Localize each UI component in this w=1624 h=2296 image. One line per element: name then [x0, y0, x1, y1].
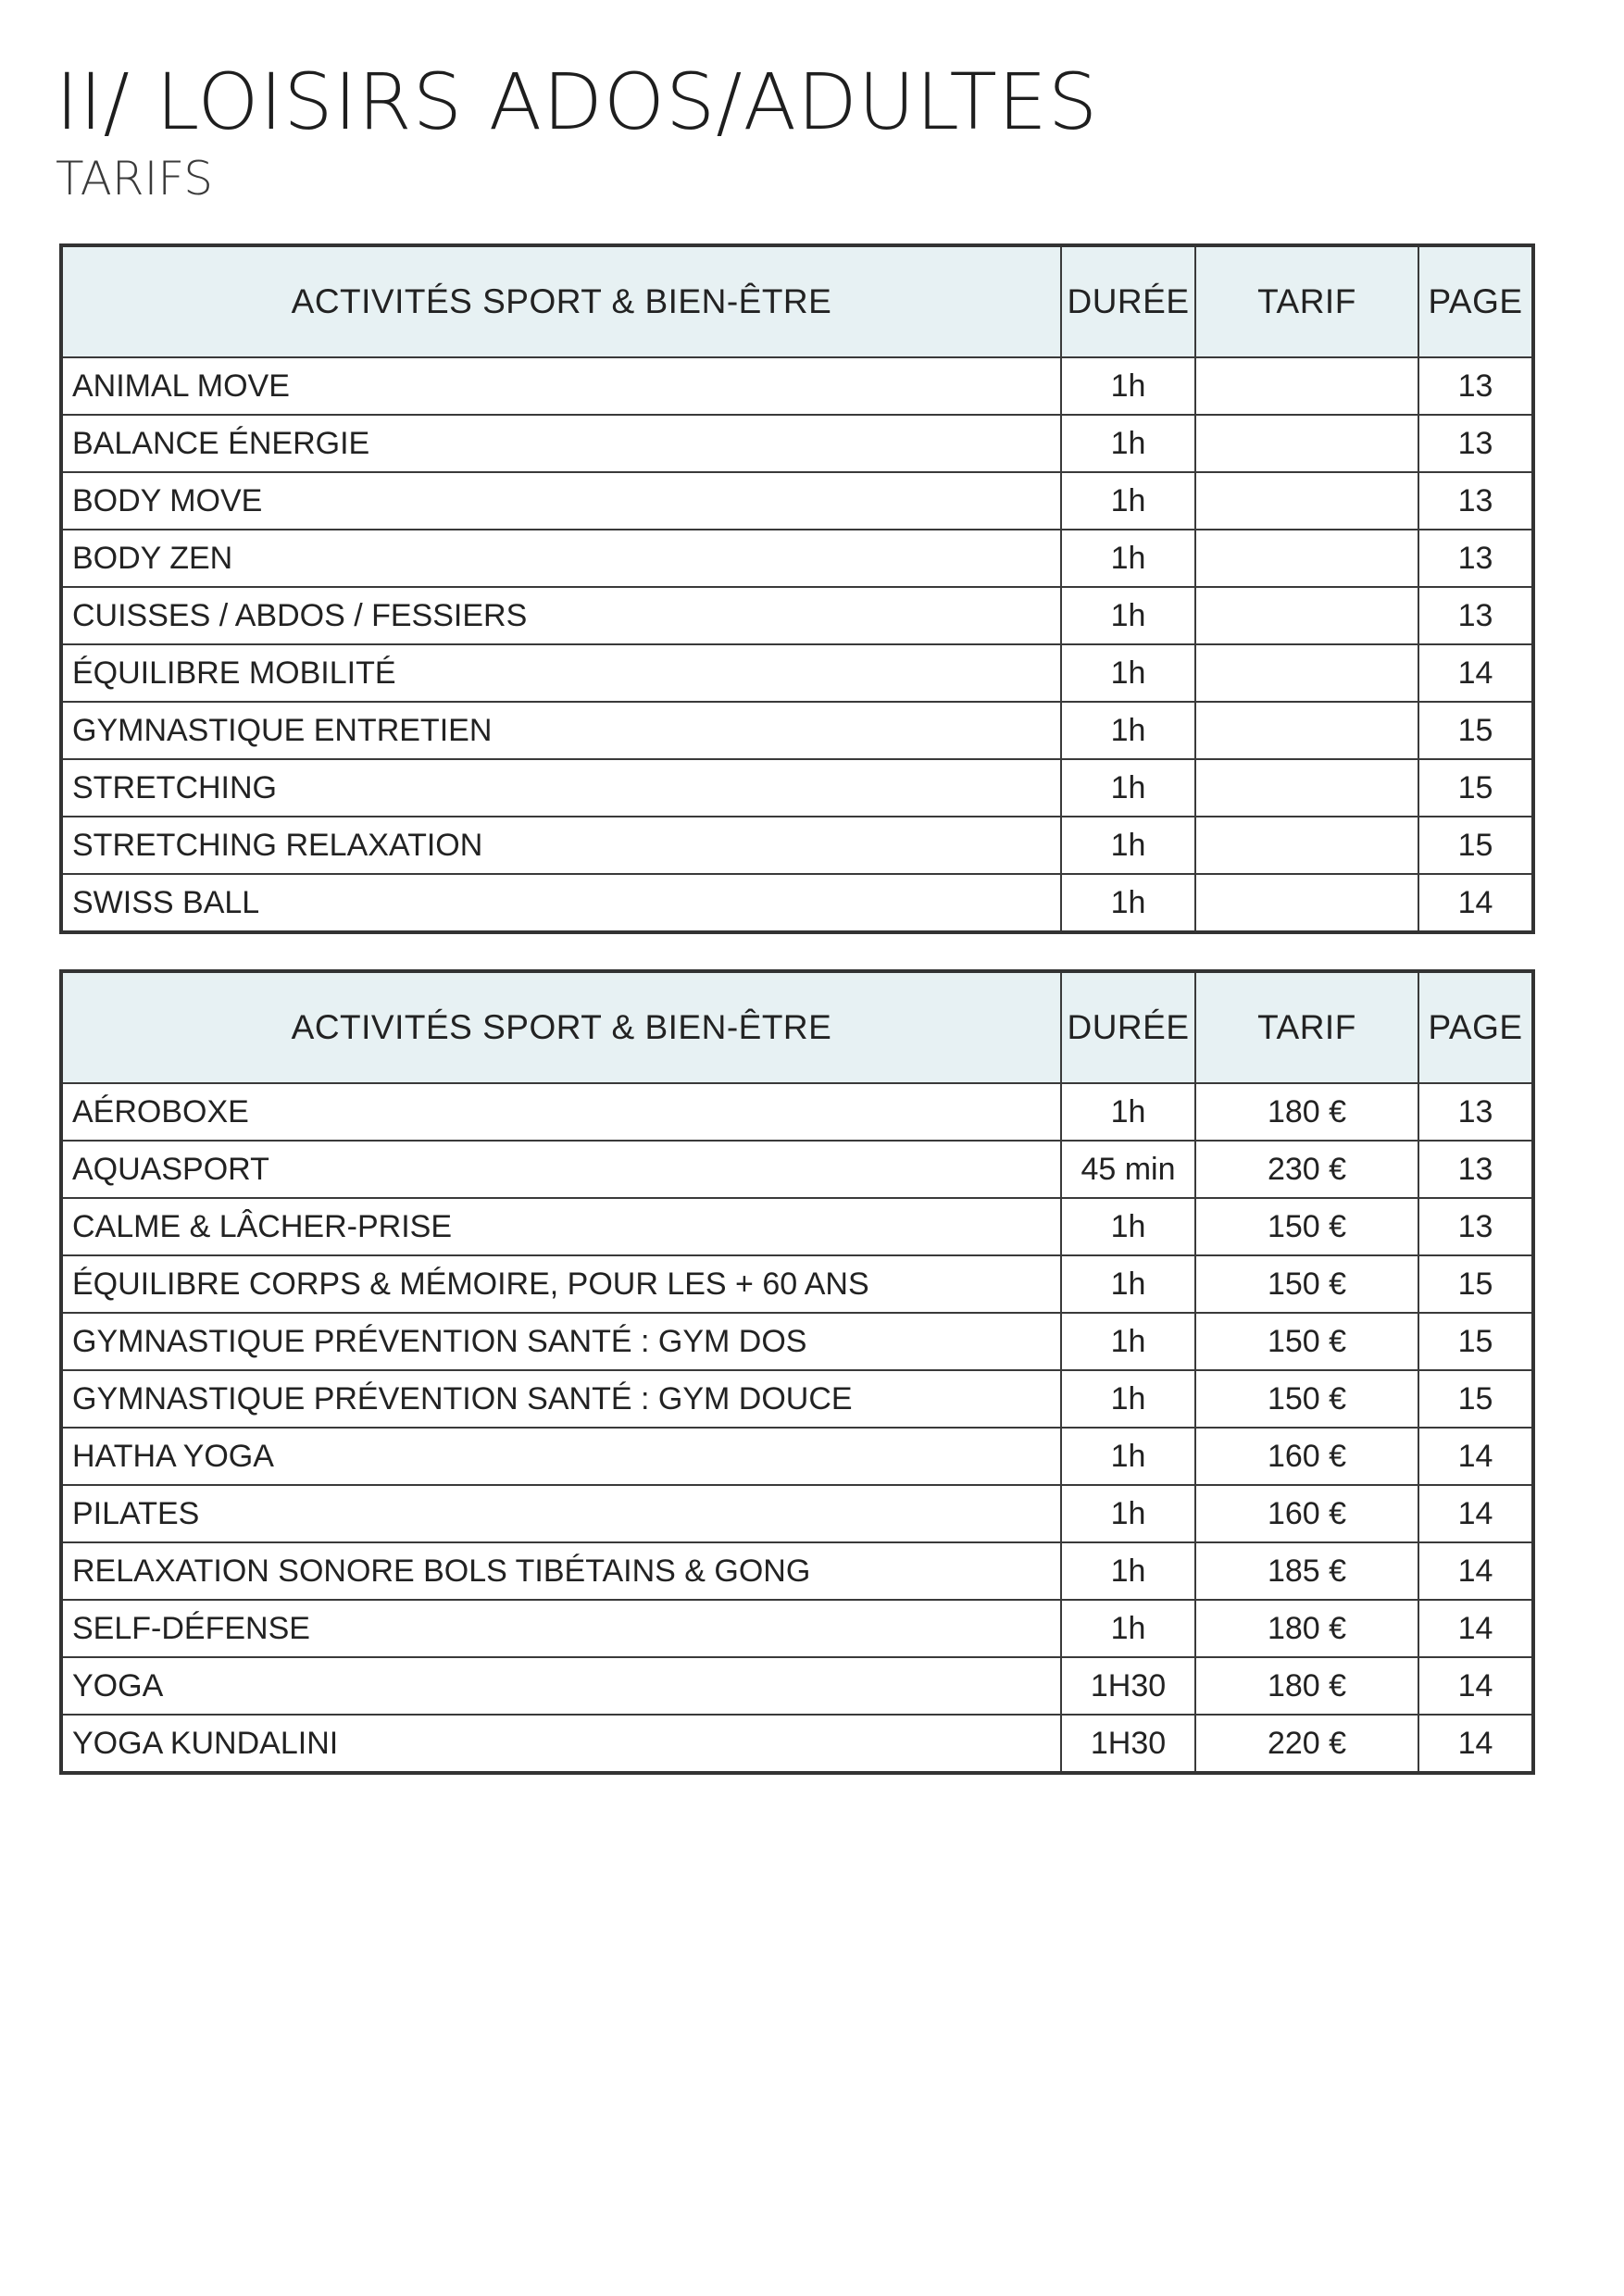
cell-tarif — [1195, 644, 1418, 702]
cell-duree: 1h — [1061, 472, 1195, 530]
cell-duree: 1h — [1061, 759, 1195, 817]
cell-duree: 1h — [1061, 817, 1195, 874]
cell-activite: BODY MOVE — [61, 472, 1061, 530]
cell-duree: 1h — [1061, 702, 1195, 759]
cell-activite: STRETCHING RELAXATION — [61, 817, 1061, 874]
cell-tarif — [1195, 357, 1418, 415]
table-row — [61, 415, 1533, 472]
cell-tarif: 150 € — [1195, 1255, 1418, 1313]
cell-page: 14 — [1418, 1600, 1533, 1657]
table-row — [61, 644, 1533, 702]
table-row — [61, 1141, 1533, 1198]
table-row — [61, 817, 1533, 874]
cell-activite: GYMNASTIQUE PRÉVENTION SANTÉ : GYM DOS — [61, 1313, 1061, 1370]
cell-activite: SWISS BALL — [61, 874, 1061, 932]
cell-activite: AQUASPORT — [61, 1141, 1061, 1198]
cell-activite: YOGA KUNDALINI — [61, 1715, 1061, 1773]
header-page: PAGE — [1418, 245, 1533, 357]
cell-tarif — [1195, 759, 1418, 817]
cell-duree: 1h — [1061, 1083, 1195, 1141]
table-row — [61, 759, 1533, 817]
cell-page: 14 — [1418, 644, 1533, 702]
table-row — [61, 472, 1533, 530]
cell-activite: ÉQUILIBRE CORPS & MÉMOIRE, POUR LES + 60 ANS — [61, 1255, 1061, 1313]
cell-duree: 1h — [1061, 1198, 1195, 1255]
cell-page: 14 — [1418, 874, 1533, 932]
cell-page: 13 — [1418, 472, 1533, 530]
cell-page: 14 — [1418, 1542, 1533, 1600]
header-duree: DURÉE — [1061, 245, 1195, 357]
cell-tarif: 150 € — [1195, 1313, 1418, 1370]
table-row — [61, 530, 1533, 587]
header-tarif: TARIF — [1195, 971, 1418, 1083]
table-row — [61, 587, 1533, 644]
cell-duree: 1h — [1061, 1542, 1195, 1600]
cell-duree: 1H30 — [1061, 1715, 1195, 1773]
cell-duree: 1h — [1061, 1313, 1195, 1370]
cell-tarif: 180 € — [1195, 1657, 1418, 1715]
cell-tarif — [1195, 874, 1418, 932]
cell-activite: PILATES — [61, 1485, 1061, 1542]
table-row — [61, 1657, 1533, 1715]
cell-page: 14 — [1418, 1715, 1533, 1773]
tarifs-table-1 — [59, 243, 1535, 934]
cell-tarif — [1195, 530, 1418, 587]
table-row — [61, 1083, 1533, 1141]
cell-duree: 1h — [1061, 1600, 1195, 1657]
cell-activite: GYMNASTIQUE ENTRETIEN — [61, 702, 1061, 759]
cell-tarif — [1195, 587, 1418, 644]
table-row — [61, 1198, 1533, 1255]
cell-page: 15 — [1418, 702, 1533, 759]
table-row — [61, 1313, 1533, 1370]
cell-duree: 1h — [1061, 874, 1195, 932]
cell-tarif — [1195, 472, 1418, 530]
table-row — [61, 1715, 1533, 1773]
cell-tarif: 230 € — [1195, 1141, 1418, 1198]
cell-activite: HATHA YOGA — [61, 1428, 1061, 1485]
cell-activite: AÉROBOXE — [61, 1083, 1061, 1141]
cell-page: 13 — [1418, 415, 1533, 472]
cell-page: 13 — [1418, 587, 1533, 644]
page-subtitle: TARIFS — [56, 152, 213, 206]
cell-activite: CALME & LÂCHER-PRISE — [61, 1198, 1061, 1255]
cell-duree: 1H30 — [1061, 1657, 1195, 1715]
cell-page: 13 — [1418, 357, 1533, 415]
cell-tarif: 160 € — [1195, 1428, 1418, 1485]
table-row — [61, 874, 1533, 932]
table-row — [61, 1600, 1533, 1657]
table-row — [61, 1542, 1533, 1600]
cell-activite: BALANCE ÉNERGIE — [61, 415, 1061, 472]
cell-tarif — [1195, 817, 1418, 874]
cell-duree: 1h — [1061, 644, 1195, 702]
cell-activite: CUISSES / ABDOS / FESSIERS — [61, 587, 1061, 644]
cell-tarif: 160 € — [1195, 1485, 1418, 1542]
table-row — [61, 1428, 1533, 1485]
table-row — [61, 1255, 1533, 1313]
table-row — [61, 1370, 1533, 1428]
cell-tarif — [1195, 702, 1418, 759]
cell-tarif: 185 € — [1195, 1542, 1418, 1600]
cell-activite: STRETCHING — [61, 759, 1061, 817]
cell-page: 13 — [1418, 1141, 1533, 1198]
cell-activite: ÉQUILIBRE MOBILITÉ — [61, 644, 1061, 702]
cell-activite: YOGA — [61, 1657, 1061, 1715]
cell-duree: 1h — [1061, 1255, 1195, 1313]
header-activite: ACTIVITÉS SPORT & BIEN-ÊTRE — [61, 971, 1061, 1083]
cell-tarif: 150 € — [1195, 1198, 1418, 1255]
cell-page: 13 — [1418, 1198, 1533, 1255]
cell-page: 14 — [1418, 1657, 1533, 1715]
header-page: PAGE — [1418, 971, 1533, 1083]
cell-duree: 1h — [1061, 415, 1195, 472]
cell-page: 15 — [1418, 817, 1533, 874]
cell-activite: BODY ZEN — [61, 530, 1061, 587]
cell-page: 14 — [1418, 1485, 1533, 1542]
cell-tarif: 150 € — [1195, 1370, 1418, 1428]
cell-page: 15 — [1418, 1370, 1533, 1428]
header-activite: ACTIVITÉS SPORT & BIEN-ÊTRE — [61, 245, 1061, 357]
cell-activite: RELAXATION SONORE BOLS TIBÉTAINS & GONG — [61, 1542, 1061, 1600]
cell-activite: GYMNASTIQUE PRÉVENTION SANTÉ : GYM DOUCE — [61, 1370, 1061, 1428]
header-duree: DURÉE — [1061, 971, 1195, 1083]
cell-page: 14 — [1418, 1428, 1533, 1485]
header-tarif: TARIF — [1195, 245, 1418, 357]
cell-page: 15 — [1418, 1255, 1533, 1313]
cell-duree: 45 min — [1061, 1141, 1195, 1198]
cell-tarif: 220 € — [1195, 1715, 1418, 1773]
cell-duree: 1h — [1061, 357, 1195, 415]
table-header-row — [61, 971, 1533, 1083]
cell-activite: ANIMAL MOVE — [61, 357, 1061, 415]
cell-page: 15 — [1418, 759, 1533, 817]
cell-tarif: 180 € — [1195, 1083, 1418, 1141]
table-row — [61, 1485, 1533, 1542]
cell-duree: 1h — [1061, 1485, 1195, 1542]
cell-tarif — [1195, 415, 1418, 472]
cell-duree: 1h — [1061, 530, 1195, 587]
cell-tarif: 180 € — [1195, 1600, 1418, 1657]
cell-page: 13 — [1418, 1083, 1533, 1141]
cell-duree: 1h — [1061, 587, 1195, 644]
table-row — [61, 702, 1533, 759]
cell-duree: 1h — [1061, 1370, 1195, 1428]
cell-duree: 1h — [1061, 1428, 1195, 1485]
table-header-row — [61, 245, 1533, 357]
cell-activite: SELF-DÉFENSE — [61, 1600, 1061, 1657]
cell-page: 15 — [1418, 1313, 1533, 1370]
tarifs-table-2 — [59, 969, 1535, 1775]
table-row — [61, 357, 1533, 415]
cell-page: 13 — [1418, 530, 1533, 587]
page-title: II/ LOISIRS ADOS/ADULTES — [56, 56, 1099, 147]
